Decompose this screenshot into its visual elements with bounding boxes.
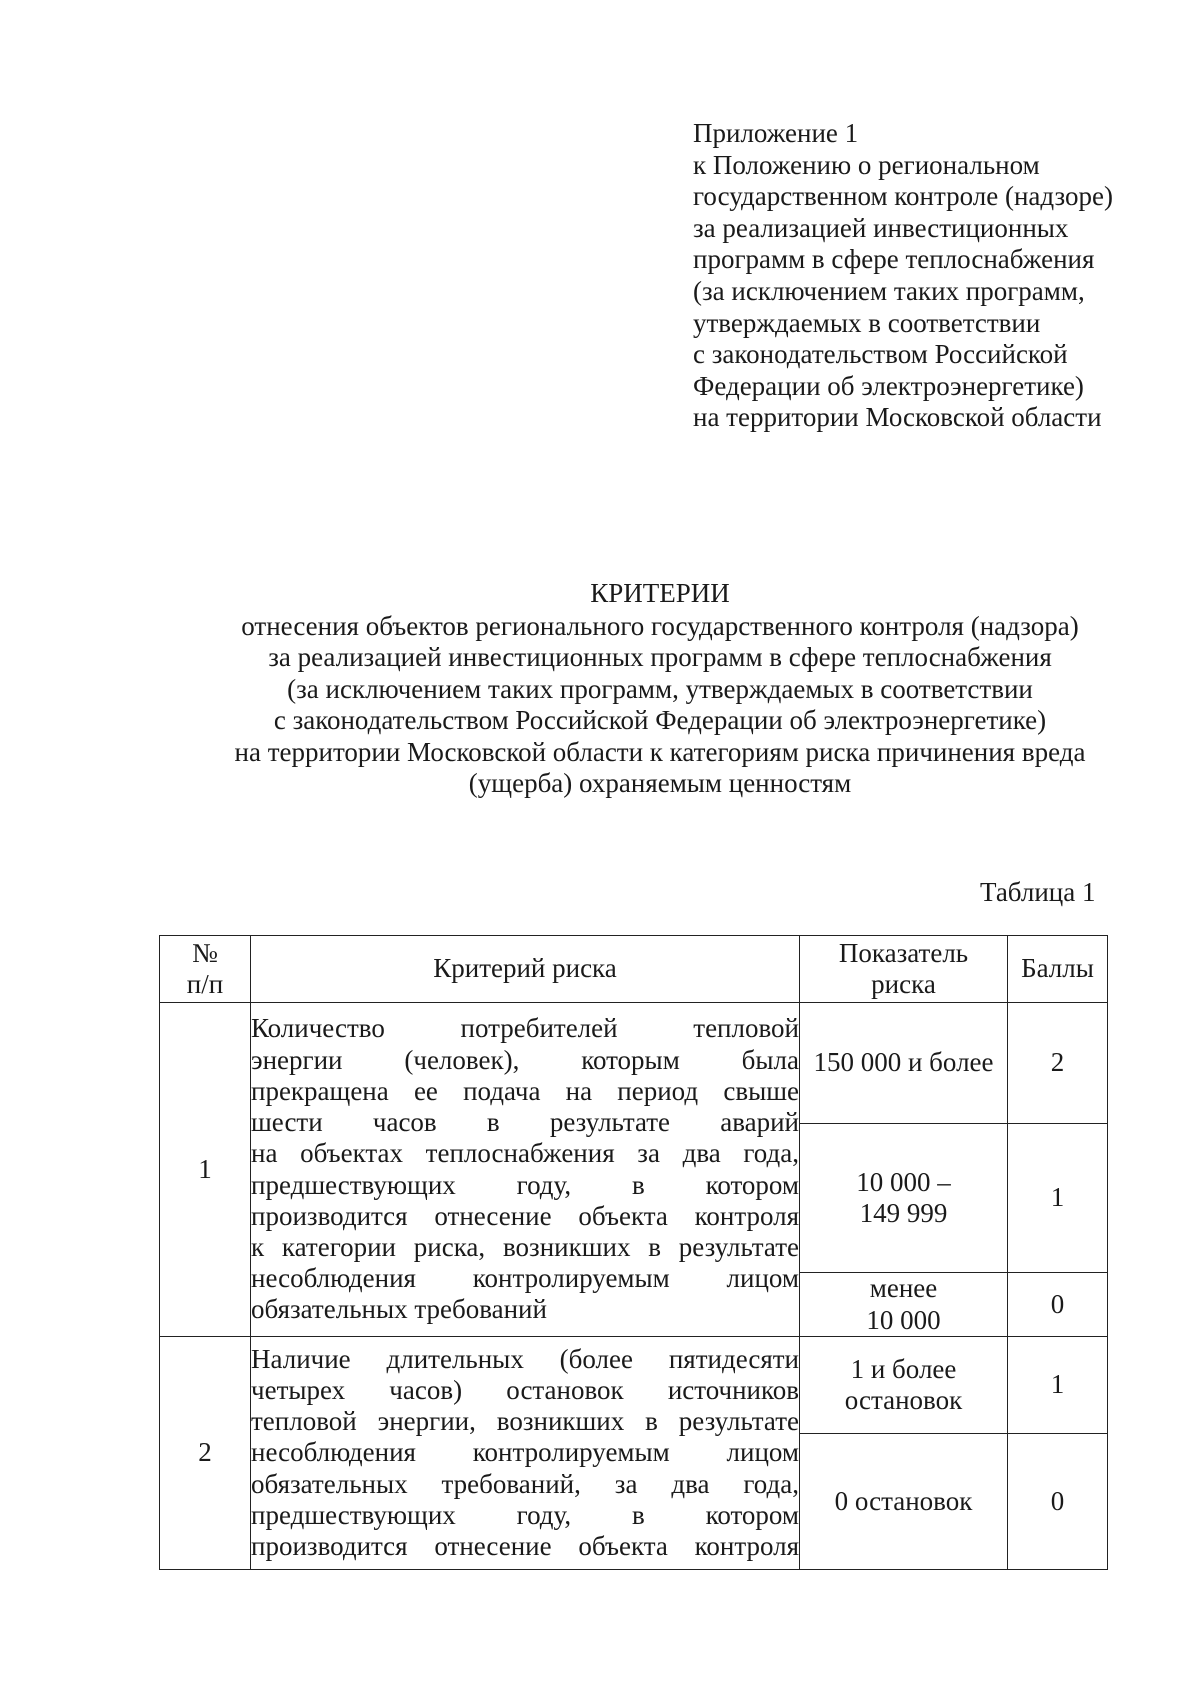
header-number (160, 936, 251, 1003)
criterion-line: энергии (человек), которым была (251, 1044, 799, 1075)
indicator-cell (800, 1273, 1008, 1337)
criterion-line: несоблюдения контролируемым лицом (251, 1263, 799, 1294)
points-cell: 1 (1008, 1337, 1108, 1434)
criterion-line: четырех часов) остановок источников (251, 1374, 799, 1405)
criterion-line: на объектах теплоснабжения за два года, (251, 1138, 799, 1169)
table-row (160, 1337, 1108, 1434)
header-number-pp: п/п (186, 969, 224, 999)
criterion-text (251, 1003, 800, 1337)
indicator-value: 1 и более (850, 1353, 957, 1384)
row-number: 1 (160, 1003, 251, 1337)
indicator-value: менее (869, 1273, 938, 1304)
document-heading (150, 578, 1170, 800)
table-label: Таблица 1 (980, 877, 1096, 907)
indicator-value: 10 000 – (856, 1166, 951, 1197)
criterion-line: производится отнесение объекта контроля (251, 1200, 799, 1231)
criterion-line: предшествующих году, в котором (251, 1169, 799, 1200)
criterion-line: обязательных требований, за два года, (251, 1468, 799, 1499)
criterion-line: шести часов в результате аварий (251, 1107, 799, 1138)
criterion-line: Количество потребителей тепловой (251, 1013, 799, 1044)
criterion-line: обязательных требований (251, 1294, 547, 1325)
heading-line: (за исключением таких программ, утверждаемых в соответствии (287, 673, 1033, 704)
header-criterion: Критерий риска (251, 936, 800, 1003)
appendix-line: государственном контроле (надзоре) (693, 181, 1113, 212)
header-number-sign: № (192, 937, 218, 968)
appendix-block (693, 118, 1163, 434)
heading-line: с законодательством Российской Федерации об электроэнергетике) (273, 705, 1047, 735)
row-number: 2 (160, 1337, 251, 1570)
appendix-line: с законодательством Российской (693, 339, 1068, 370)
indicator-cell (800, 1434, 1008, 1570)
indicator-value: 10 000 (866, 1304, 941, 1335)
heading-line: отнесения объектов регионального государственного контроля (надзора) (241, 610, 1079, 641)
points-cell: 0 (1008, 1434, 1108, 1570)
appendix-line: Федерации об электроэнергетике) (693, 370, 1084, 401)
heading-line: за реализацией инвестиционных программ в сфере теплоснабжения (268, 642, 1052, 672)
criterion-text (251, 1337, 800, 1570)
header-indicator-line: Показатель (838, 937, 969, 968)
heading-line: (ущерба) охраняемым ценностям (468, 768, 852, 798)
appendix-line: утверждаемых в соответствии (693, 307, 1041, 338)
indicator-value: 150 000 и более (813, 1047, 994, 1078)
criterion-line: Наличие длительных (более пятидесяти (251, 1343, 799, 1374)
appendix-line: на территории Московской области (693, 402, 1102, 433)
appendix-line: к Положению о региональном (693, 149, 1040, 180)
points-cell: 2 (1008, 1003, 1108, 1124)
indicator-value: остановок (844, 1385, 963, 1415)
indicator-cell (800, 1337, 1008, 1434)
criteria-table (159, 935, 1108, 1570)
criterion-line: предшествующих году, в котором (251, 1499, 799, 1530)
header-indicator-line: риска (871, 969, 936, 999)
appendix-line: Приложение 1 (693, 118, 859, 148)
appendix-line: за реализацией инвестиционных (693, 212, 1069, 243)
header-points: Баллы (1008, 936, 1108, 1003)
table-header-row (160, 936, 1108, 1003)
criterion-line: к категории риска, возникших в результате (251, 1231, 799, 1262)
indicator-value: 149 999 (859, 1198, 948, 1228)
criterion-line: производится отнесение объекта контроля (251, 1531, 799, 1561)
indicator-cell (800, 1124, 1008, 1273)
appendix-line: программ в сфере теплоснабжения (693, 244, 1095, 275)
header-indicator (800, 936, 1008, 1003)
indicator-value: 0 остановок (834, 1485, 973, 1516)
indicator-cell (800, 1003, 1008, 1124)
heading-line: на территории Московской области к категориям риска причинения вреда (234, 736, 1086, 767)
points-cell: 0 (1008, 1273, 1108, 1337)
criterion-line: тепловой энергии, возникших в результате (251, 1406, 799, 1437)
criterion-line: несоблюдения контролируемым лицом (251, 1437, 799, 1468)
points-cell: 1 (1008, 1124, 1108, 1273)
criterion-line: прекращена ее подача на период свыше (251, 1075, 799, 1106)
appendix-line: (за исключением таких программ, (693, 275, 1085, 306)
document-title: КРИТЕРИИ (590, 578, 730, 608)
table-row (160, 1003, 1108, 1124)
